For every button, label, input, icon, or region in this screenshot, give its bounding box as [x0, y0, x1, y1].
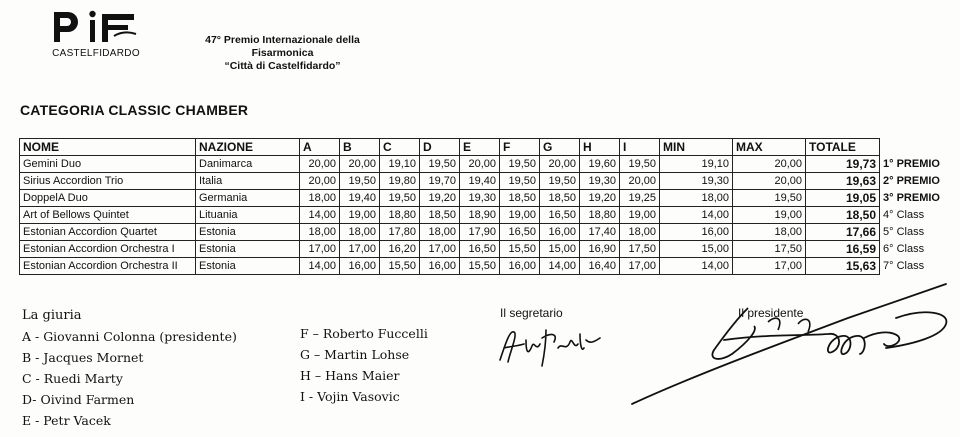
cell-total: 19,05	[806, 190, 880, 207]
cell-max: 20,00	[733, 173, 806, 190]
cell-total: 19,63	[806, 173, 880, 190]
cell-score: 19,10	[380, 156, 420, 173]
cell-score: 16,20	[380, 241, 420, 258]
cell-score: 15,00	[540, 241, 580, 258]
cell-min: 19,30	[660, 173, 733, 190]
cell-min: 14,00	[660, 258, 733, 275]
cell-max: 18,00	[733, 224, 806, 241]
cell-score: 19,00	[500, 207, 540, 224]
cell-total: 19,73	[806, 156, 880, 173]
cell-score: 19,80	[380, 173, 420, 190]
cell-score: 17,40	[580, 224, 620, 241]
cell-score: 17,00	[420, 241, 460, 258]
cell-score: 16,00	[340, 258, 380, 275]
cell-score: 17,90	[460, 224, 500, 241]
cell-score: 19,30	[460, 190, 500, 207]
cell-score: 18,80	[580, 207, 620, 224]
cell-score: 19,30	[580, 173, 620, 190]
president-label: Il presidente	[738, 306, 804, 320]
cell-min: 14,00	[660, 207, 733, 224]
table-row	[20, 156, 960, 173]
cell-score: 20,00	[300, 156, 340, 173]
column-header: A	[300, 139, 340, 156]
cell-score: 17,80	[380, 224, 420, 241]
event-title-line: 47° Premio Internazionale della	[205, 34, 360, 46]
cell-max: 17,50	[733, 241, 806, 258]
column-header: NOME	[20, 139, 196, 156]
cell-name: Sirius Accordion Trio	[20, 173, 196, 190]
cell-total: 18,50	[806, 207, 880, 224]
cell-score: 17,00	[300, 241, 340, 258]
cell-score: 15,50	[460, 258, 500, 275]
cell-score: 20,00	[460, 156, 500, 173]
column-header: I	[620, 139, 660, 156]
event-title-line: “Città di Castelfidardo”	[224, 60, 341, 72]
cell-position: 1° PREMIO	[883, 158, 940, 170]
cell-score: 18,00	[340, 224, 380, 241]
cell-position: 2° PREMIO	[883, 175, 940, 187]
cell-score: 16,00	[500, 258, 540, 275]
cell-score: 18,00	[620, 224, 660, 241]
jury-member: F – Roberto Fuccelli	[300, 326, 428, 341]
cell-score: 18,00	[420, 224, 460, 241]
cell-min: 19,10	[660, 156, 733, 173]
category-title: CATEGORIA CLASSIC CHAMBER	[20, 102, 249, 118]
cell-name: Art of Bellows Quintet	[20, 207, 196, 224]
jury-member: H – Hans Maier	[300, 368, 400, 383]
position-header-spacer	[880, 139, 960, 156]
jury-member: E - Petr Vacek	[22, 413, 111, 428]
cell-score: 19,50	[340, 173, 380, 190]
cell-score: 19,25	[620, 190, 660, 207]
cell-position: 6° Class	[883, 243, 925, 255]
cell-score: 18,80	[380, 207, 420, 224]
secretary-signature	[496, 322, 606, 370]
cell-max: 19,00	[733, 207, 806, 224]
pif-logo-mark	[50, 8, 142, 48]
jury-member: D- Oivind Farmen	[22, 392, 135, 407]
cell-name: Estonian Accordion Orchestra II	[20, 258, 196, 275]
cell-score: 16,90	[580, 241, 620, 258]
cell-score: 18,90	[460, 207, 500, 224]
table-header-row	[20, 139, 960, 156]
cell-score: 14,00	[300, 207, 340, 224]
cell-score: 19,50	[540, 173, 580, 190]
cell-total: 16,59	[806, 241, 880, 258]
cell-score: 14,00	[540, 258, 580, 275]
cell-country: Germania	[196, 190, 300, 207]
cell-score: 19,50	[420, 156, 460, 173]
cell-score: 19,00	[340, 207, 380, 224]
column-header: B	[340, 139, 380, 156]
cell-name: Estonian Accordion Orchestra I	[20, 241, 196, 258]
cell-country: Italia	[196, 173, 300, 190]
jury-member: B - Jacques Mornet	[22, 350, 144, 365]
cell-score: 19,50	[620, 156, 660, 173]
cell-score: 19,20	[580, 190, 620, 207]
cell-score: 18,00	[300, 224, 340, 241]
cell-score: 14,00	[300, 258, 340, 275]
cell-min: 15,00	[660, 241, 733, 258]
cell-min: 16,00	[660, 224, 733, 241]
table-row	[20, 190, 960, 207]
cell-score: 17,50	[620, 241, 660, 258]
table-row	[20, 241, 960, 258]
table-row	[20, 207, 960, 224]
column-header: F	[500, 139, 540, 156]
cell-score: 15,50	[380, 258, 420, 275]
secretary-label: Il segretario	[500, 306, 563, 320]
jury-member: I - Vojin Vasovic	[300, 389, 400, 404]
cell-score: 19,70	[420, 173, 460, 190]
cell-position: 7° Class	[883, 260, 925, 272]
column-header: MIN	[660, 139, 733, 156]
cell-country: Estonia	[196, 224, 300, 241]
cell-position: 4° Class	[883, 209, 925, 221]
cell-name: DoppelA Duo	[20, 190, 196, 207]
cell-score: 16,50	[540, 207, 580, 224]
cell-score: 16,50	[500, 224, 540, 241]
column-header: G	[540, 139, 580, 156]
cell-name: Gemini Duo	[20, 156, 196, 173]
cell-score: 18,00	[300, 190, 340, 207]
column-header: E	[460, 139, 500, 156]
cell-score: 17,00	[620, 258, 660, 275]
jury-member: G – Martin Lohse	[300, 347, 410, 362]
cell-country: Danimarca	[196, 156, 300, 173]
jury-title: La giuria	[22, 308, 82, 323]
column-header: C	[380, 139, 420, 156]
cell-score: 19,40	[340, 190, 380, 207]
cell-score: 19,40	[460, 173, 500, 190]
cell-score: 18,50	[540, 190, 580, 207]
cell-max: 19,50	[733, 190, 806, 207]
cell-min: 18,00	[660, 190, 733, 207]
event-title	[190, 34, 375, 73]
president-signature	[628, 278, 953, 410]
column-header: D	[420, 139, 460, 156]
cell-score: 19,00	[620, 207, 660, 224]
jury-member: A - Giovanni Colonna (presidente)	[22, 329, 237, 344]
cell-name: Estonian Accordion Quartet	[20, 224, 196, 241]
column-header: TOTALE	[806, 139, 880, 156]
jury-list-col1	[22, 326, 237, 431]
cell-max: 20,00	[733, 156, 806, 173]
cell-score: 18,50	[420, 207, 460, 224]
cell-score: 18,50	[500, 190, 540, 207]
cell-score: 16,40	[580, 258, 620, 275]
results-table	[19, 138, 960, 275]
table-row	[20, 224, 960, 241]
cell-position: 3° PREMIO	[883, 192, 940, 204]
cell-score: 19,50	[500, 173, 540, 190]
cell-country: Estonia	[196, 241, 300, 258]
cell-score: 20,00	[300, 173, 340, 190]
pif-logo	[50, 8, 142, 62]
logo-subtitle: CASTELFIDARDO	[52, 48, 140, 59]
column-header: H	[580, 139, 620, 156]
column-header: MAX	[733, 139, 806, 156]
column-header: NAZIONE	[196, 139, 300, 156]
cell-max: 17,00	[733, 258, 806, 275]
event-title-line: Fisarmonica	[251, 47, 314, 59]
cell-score: 17,00	[340, 241, 380, 258]
cell-position: 5° Class	[883, 226, 925, 238]
cell-country: Estonia	[196, 258, 300, 275]
cell-total: 17,66	[806, 224, 880, 241]
cell-score: 16,00	[540, 224, 580, 241]
cell-score: 20,00	[620, 173, 660, 190]
cell-score: 19,50	[380, 190, 420, 207]
cell-score: 19,50	[500, 156, 540, 173]
cell-score: 20,00	[540, 156, 580, 173]
cell-score: 16,50	[460, 241, 500, 258]
table-row	[20, 258, 960, 275]
cell-score: 15,50	[500, 241, 540, 258]
cell-country: Lituania	[196, 207, 300, 224]
cell-score: 16,00	[420, 258, 460, 275]
results-body	[20, 156, 960, 275]
jury-member: C - Ruedi Marty	[22, 371, 123, 386]
table-row	[20, 173, 960, 190]
cell-score: 19,60	[580, 156, 620, 173]
cell-score: 20,00	[340, 156, 380, 173]
cell-score: 19,20	[420, 190, 460, 207]
jury-list-col2	[300, 323, 428, 407]
cell-total: 15,63	[806, 258, 880, 275]
